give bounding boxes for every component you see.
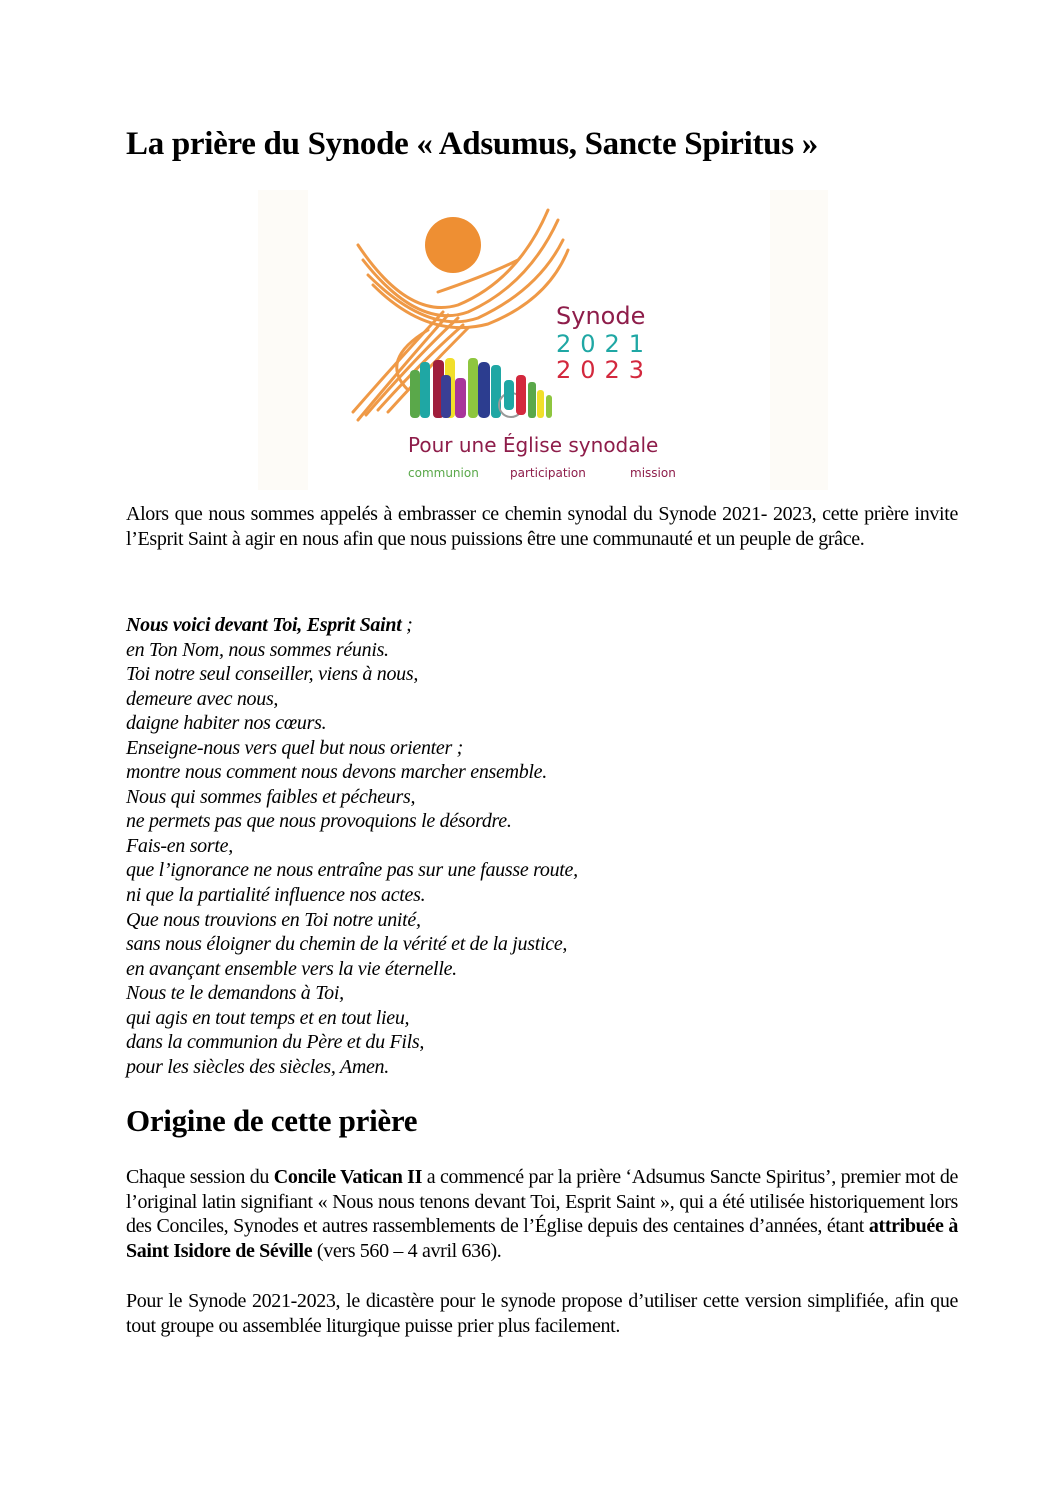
intro-paragraph: Alors que nous sommes appelés à embrasser ce chemin synodal du Synode 2021- 2023, cette prière invite l’Esprit Saint à agir en nous afin que nous puissions être une communauté et un peuple de grâce. — [126, 503, 958, 550]
origin-text: (vers 560 – 4 avril 636). — [312, 1239, 502, 1262]
logo-year2: 2023 — [556, 356, 654, 384]
prayer-line: Enseigne-nous vers quel but nous orienter ; — [126, 736, 464, 759]
prayer-line: ni que la partialité influence nos actes. — [126, 884, 426, 907]
page-title: La prière du Synode « Adsumus, Sancte Spiritus » — [126, 126, 818, 162]
prayer-line-first — [126, 613, 578, 638]
logo-tagline: Pour une Église synodale — [408, 433, 659, 457]
logo-sub-mission: mission — [630, 466, 676, 480]
prayer-opening-punct: ; — [401, 614, 413, 636]
logo-word: Synode — [556, 302, 646, 330]
origin-heading: Origine de cette prière — [126, 1103, 418, 1138]
prayer-line: ne permets pas que nous provoquions le désordre. — [126, 810, 512, 833]
logo-sub-communion: communion — [408, 466, 479, 480]
prayer-line: en avançant ensemble vers la vie éternelle. — [126, 957, 457, 980]
prayer-line: daigne habiter nos cœurs. — [126, 712, 327, 735]
prayer-line: que l’ignorance ne nous entraîne pas sur une fausse route, — [126, 859, 578, 882]
prayer-line: qui agis en tout temps et en tout lieu, — [126, 1006, 410, 1029]
prayer-text — [126, 613, 578, 1079]
prayer-line: montre nous comment nous devons marcher ensemble. — [126, 761, 547, 784]
origin-bold-council: Concile Vatican II — [273, 1166, 423, 1188]
prayer-opening-bold: Nous voici devant Toi, Esprit Saint — [126, 614, 402, 636]
prayer-line: Que nous trouvions en Toi notre unité, — [126, 908, 421, 931]
prayer-line: sans nous éloigner du chemin de la vérité et de la justice, — [126, 933, 568, 956]
prayer-line: Toi notre seul conseiller, viens à nous, — [126, 663, 419, 686]
logo-year1: 2021 — [556, 330, 654, 358]
origin-text: a commencé par la prière ‘Adsumus Sancte Spiritus’, premier mot de l’original latin signifiant « Nous nous tenons devant Toi, Esprit Saint », qui a été utilisée historiquement lors des Conciles, Synodes et autres rassemblements de l’Église depuis des centaines d’années, étant — [126, 1166, 959, 1238]
prayer-line: dans la communion du Père et du Fils, — [126, 1031, 425, 1054]
prayer-line: demeure avec nous, — [126, 687, 279, 710]
sun-circle — [425, 217, 481, 273]
prayer-line: Nous qui sommes faibles et pécheurs, — [126, 785, 416, 808]
prayer-line: Fais-en sorte, — [126, 834, 233, 857]
origin-text: Chaque session du — [126, 1166, 274, 1188]
prayer-line: pour les siècles des siècles, Amen. — [126, 1055, 389, 1078]
origin-paragraph-1 — [126, 1165, 958, 1263]
origin-bold-attribution: attribuée à Saint Isidore de Séville — [126, 1215, 958, 1262]
prayer-line: en Ton Nom, nous sommes réunis. — [126, 638, 389, 661]
synode-logo — [258, 190, 828, 490]
logo-sub-participation: participation — [510, 466, 586, 480]
prayer-line: Nous te le demandons à Toi, — [126, 982, 344, 1005]
prayer-lines — [126, 638, 578, 1080]
synode-logo-graphic — [258, 190, 828, 490]
origin-paragraph-2: Pour le Synode 2021-2023, le dicastère pour le synode propose d’utiliser cette version simplifiée, afin que tout groupe ou assemblée liturgique puisse prier plus facilement. — [126, 1290, 958, 1337]
